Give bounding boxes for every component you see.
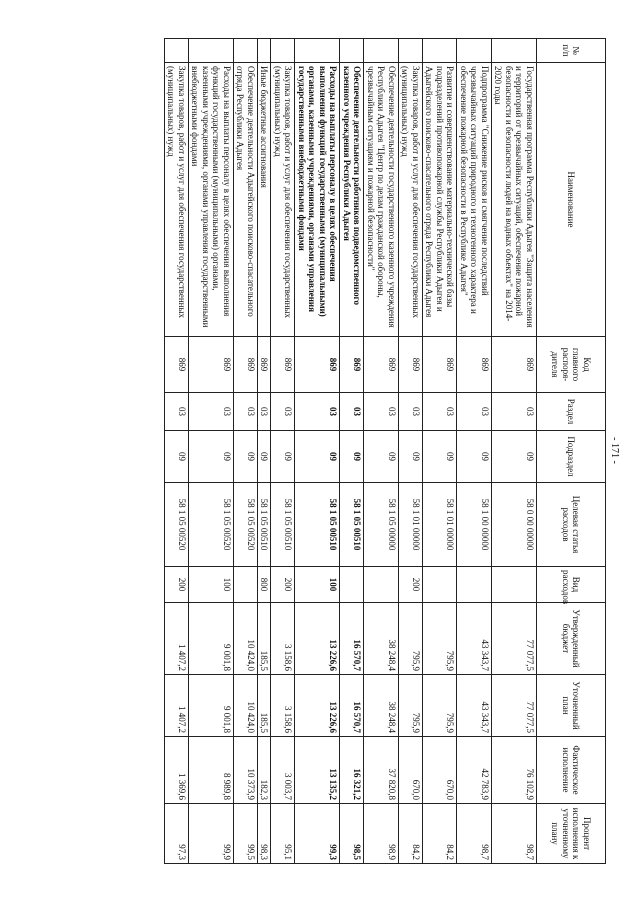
cell-actual-execution: 76 102,9 bbox=[492, 737, 537, 804]
rotated-page bbox=[35, 38, 620, 863]
cell-num bbox=[165, 39, 189, 63]
table-row bbox=[340, 39, 364, 864]
cell-refined-plan: 43 343,7 bbox=[457, 675, 492, 737]
header-subsection: Подраздел bbox=[537, 431, 606, 483]
cell-execution-percent: 95,1 bbox=[271, 804, 295, 864]
cell-admin-code: 869 bbox=[457, 337, 492, 393]
cell-section: 03 bbox=[423, 393, 458, 431]
cell-expense-type: 200 bbox=[165, 567, 189, 603]
cell-execution-percent: 98,7 bbox=[457, 804, 492, 864]
cell-execution-percent: 98,9 bbox=[364, 804, 399, 864]
cell-actual-execution: 670,0 bbox=[399, 737, 423, 804]
cell-approved-budget: 1 407,2 bbox=[165, 603, 189, 675]
cell-subsection: 09 bbox=[234, 431, 258, 483]
cell-section: 03 bbox=[271, 393, 295, 431]
cell-subsection: 09 bbox=[423, 431, 458, 483]
cell-approved-budget: 795,9 bbox=[399, 603, 423, 675]
cell-approved-budget: 13 226,6 bbox=[295, 603, 340, 675]
cell-execution-percent: 97,3 bbox=[165, 804, 189, 864]
cell-name: Расходы на выплаты персоналу в целях обеспечения выполнения функций государственными (муниципальными) органами, казенными учреждениями, органами управления государственными внебюджетными фондами bbox=[295, 63, 340, 337]
cell-subsection: 09 bbox=[457, 431, 492, 483]
header-admin-code: Код главного распоря-дителя bbox=[537, 337, 606, 393]
cell-actual-execution: 16 321,2 bbox=[340, 737, 364, 804]
cell-expense-type: 200 bbox=[271, 567, 295, 603]
cell-num bbox=[399, 39, 423, 63]
cell-admin-code: 869 bbox=[189, 337, 234, 393]
cell-approved-budget: 3 158,6 bbox=[271, 603, 295, 675]
cell-admin-code: 869 bbox=[295, 337, 340, 393]
cell-num bbox=[340, 39, 364, 63]
cell-subsection: 09 bbox=[399, 431, 423, 483]
cell-name: Государственная программа Республики Адыгея "Защита населения и территорий от чрезвычайных ситуаций, обеспечение пожарной безопасности и безопасности людей на водных объектах" на 2014-2020 годы bbox=[492, 63, 537, 337]
cell-actual-execution: 3 003,7 bbox=[271, 737, 295, 804]
cell-section: 03 bbox=[189, 393, 234, 431]
cell-actual-execution: 37 820,8 bbox=[364, 737, 399, 804]
header-expense-type: Вид расходов bbox=[537, 567, 606, 603]
cell-refined-plan: 1 407,2 bbox=[165, 675, 189, 737]
cell-subsection: 09 bbox=[340, 431, 364, 483]
cell-num bbox=[271, 39, 295, 63]
cell-execution-percent: 99,3 bbox=[295, 804, 340, 864]
table-row bbox=[364, 39, 399, 864]
cell-name: Развитие и совершенствование материально-технической базы подразделений противопожарной службы Республики Адыгея и Адыгейского поисково-спасательного отряда Республики Адыгея bbox=[423, 63, 458, 337]
cell-expense-type: 200 bbox=[399, 567, 423, 603]
cell-refined-plan: 10 424,0 bbox=[234, 675, 258, 737]
cell-refined-plan: 795,9 bbox=[423, 675, 458, 737]
cell-target-article: 58 1 05 00510 bbox=[340, 483, 364, 567]
cell-section: 03 bbox=[399, 393, 423, 431]
cell-target-article: 58 1 05 00520 bbox=[165, 483, 189, 567]
cell-target-article: 58 1 05 00510 bbox=[258, 483, 272, 567]
cell-refined-plan: 38 248,4 bbox=[364, 675, 399, 737]
header-refined-plan: Уточненный план bbox=[537, 675, 606, 737]
cell-subsection: 09 bbox=[271, 431, 295, 483]
cell-actual-execution: 10 373,9 bbox=[234, 737, 258, 804]
cell-target-article: 58 1 05 00520 bbox=[189, 483, 234, 567]
table-row bbox=[423, 39, 458, 864]
cell-actual-execution: 42 783,9 bbox=[457, 737, 492, 804]
cell-execution-percent: 98,7 bbox=[492, 804, 537, 864]
cell-num bbox=[295, 39, 340, 63]
cell-name: Подпрограмма "Снижение рисков и смягчение последствий чрезвычайных ситуаций природного и техногенного характера и обеспечение пожарной безопасности в Республике Адыгея" bbox=[457, 63, 492, 337]
header-section: Раздел bbox=[537, 393, 606, 431]
cell-execution-percent: 84,2 bbox=[399, 804, 423, 864]
cell-name: Иные бюджетные ассигнования bbox=[258, 63, 272, 337]
cell-target-article: 58 1 05 00000 bbox=[364, 483, 399, 567]
table-row bbox=[457, 39, 492, 864]
table-row bbox=[234, 39, 258, 864]
cell-expense-type bbox=[234, 567, 258, 603]
header-actual-execution: Фактическое исполнение bbox=[537, 737, 606, 804]
cell-actual-execution: 670,0 bbox=[423, 737, 458, 804]
cell-subsection: 09 bbox=[295, 431, 340, 483]
cell-name: Закупка товаров, работ и услуг для обеспечения государственных (муниципальных) нужд bbox=[165, 63, 189, 337]
cell-name: Обеспечение деятельности работников подведомственного казенного учреждения Республики Адыгея bbox=[340, 63, 364, 337]
cell-approved-budget: 16 570,7 bbox=[340, 603, 364, 675]
cell-section: 03 bbox=[492, 393, 537, 431]
cell-execution-percent: 99,9 bbox=[189, 804, 234, 864]
cell-refined-plan: 795,9 bbox=[399, 675, 423, 737]
budget-table bbox=[164, 38, 606, 864]
cell-approved-budget: 77 077,5 bbox=[492, 603, 537, 675]
cell-admin-code: 869 bbox=[234, 337, 258, 393]
cell-approved-budget: 185,5 bbox=[258, 603, 272, 675]
cell-subsection: 09 bbox=[258, 431, 272, 483]
table-header-row bbox=[537, 39, 606, 864]
cell-expense-type bbox=[364, 567, 399, 603]
table-row bbox=[399, 39, 423, 864]
cell-name: Расходы на выплаты персоналу в целях обеспечения выполнения функций государственными (муниципальными) органами, казенными учреждениями, органами управления государственными внебюджетными фондами bbox=[189, 63, 234, 337]
cell-execution-percent: 98,3 bbox=[258, 804, 272, 864]
cell-target-article: 58 1 01 00000 bbox=[423, 483, 458, 567]
cell-expense-type: 800 bbox=[258, 567, 272, 603]
cell-num bbox=[423, 39, 458, 63]
cell-expense-type: 100 bbox=[295, 567, 340, 603]
cell-actual-execution: 8 989,8 bbox=[189, 737, 234, 804]
header-target-article: Целевая статья расходов bbox=[537, 483, 606, 567]
cell-refined-plan: 9 001,8 bbox=[189, 675, 234, 737]
cell-section: 03 bbox=[295, 393, 340, 431]
cell-admin-code: 869 bbox=[364, 337, 399, 393]
cell-num bbox=[492, 39, 537, 63]
header-name: Наименование bbox=[537, 63, 606, 337]
cell-admin-code: 869 bbox=[258, 337, 272, 393]
cell-section: 03 bbox=[258, 393, 272, 431]
cell-subsection: 09 bbox=[364, 431, 399, 483]
cell-subsection: 09 bbox=[189, 431, 234, 483]
table-row bbox=[189, 39, 234, 864]
cell-admin-code: 869 bbox=[423, 337, 458, 393]
cell-name: Закупка товаров, работ и услуг для обеспечения государственных (муниципальных) нужд bbox=[271, 63, 295, 337]
cell-target-article: 58 1 01 00000 bbox=[399, 483, 423, 567]
cell-target-article: 58 1 05 00510 bbox=[271, 483, 295, 567]
header-execution-percent: Процент исполнения к уточненному плану bbox=[537, 804, 606, 864]
cell-name: Закупка товаров, работ и услуг для обеспечения государственных (муниципальных) нужд bbox=[399, 63, 423, 337]
cell-admin-code: 869 bbox=[271, 337, 295, 393]
table-row bbox=[271, 39, 295, 864]
cell-expense-type bbox=[423, 567, 458, 603]
cell-target-article: 58 1 05 00510 bbox=[295, 483, 340, 567]
cell-section: 03 bbox=[364, 393, 399, 431]
cell-section: 03 bbox=[165, 393, 189, 431]
cell-target-article: 58 0 00 00000 bbox=[492, 483, 537, 567]
cell-expense-type: 100 bbox=[189, 567, 234, 603]
cell-expense-type bbox=[457, 567, 492, 603]
cell-actual-execution: 182,3 bbox=[258, 737, 272, 804]
cell-refined-plan: 77 077,5 bbox=[492, 675, 537, 737]
cell-target-article: 58 1 00 00000 bbox=[457, 483, 492, 567]
cell-approved-budget: 38 248,4 bbox=[364, 603, 399, 675]
header-num: № п/п bbox=[537, 39, 606, 63]
cell-execution-percent: 98,5 bbox=[340, 804, 364, 864]
cell-admin-code: 869 bbox=[492, 337, 537, 393]
header-approved-budget: Утвержденный бюджет bbox=[537, 603, 606, 675]
cell-subsection: 09 bbox=[165, 431, 189, 483]
table-row bbox=[492, 39, 537, 864]
cell-target-article: 58 1 05 00520 bbox=[234, 483, 258, 567]
cell-actual-execution: 13 135,2 bbox=[295, 737, 340, 804]
cell-section: 03 bbox=[457, 393, 492, 431]
cell-execution-percent: 99,5 bbox=[234, 804, 258, 864]
cell-actual-execution: 1 369,6 bbox=[165, 737, 189, 804]
cell-execution-percent: 84,2 bbox=[423, 804, 458, 864]
cell-num bbox=[364, 39, 399, 63]
cell-num bbox=[457, 39, 492, 63]
cell-name: Обеспечение деятельности Адыгейского поисково-спасательного отряда Республики Адыгея bbox=[234, 63, 258, 337]
cell-section: 03 bbox=[234, 393, 258, 431]
cell-num bbox=[234, 39, 258, 63]
cell-section: 03 bbox=[340, 393, 364, 431]
cell-subsection: 09 bbox=[492, 431, 537, 483]
cell-approved-budget: 10 424,0 bbox=[234, 603, 258, 675]
table-row bbox=[295, 39, 340, 864]
cell-admin-code: 869 bbox=[399, 337, 423, 393]
cell-refined-plan: 3 158,6 bbox=[271, 675, 295, 737]
cell-approved-budget: 795,9 bbox=[423, 603, 458, 675]
cell-refined-plan: 13 226,6 bbox=[295, 675, 340, 737]
cell-expense-type bbox=[340, 567, 364, 603]
page-number: - 171 - bbox=[609, 437, 620, 464]
cell-admin-code: 869 bbox=[340, 337, 364, 393]
cell-refined-plan: 185,5 bbox=[258, 675, 272, 737]
cell-num bbox=[189, 39, 234, 63]
cell-refined-plan: 16 570,7 bbox=[340, 675, 364, 737]
cell-name: Обеспечение деятельности государственного казенного учреждения Республики Адыгея "Центр по делам гражданской обороны, чрезвычайным ситуациям и пожарной безопасности" bbox=[364, 63, 399, 337]
cell-approved-budget: 9 001,8 bbox=[189, 603, 234, 675]
table-row bbox=[165, 39, 189, 864]
cell-num bbox=[258, 39, 272, 63]
table-row bbox=[258, 39, 272, 864]
cell-approved-budget: 43 343,7 bbox=[457, 603, 492, 675]
cell-expense-type bbox=[492, 567, 537, 603]
cell-admin-code: 869 bbox=[165, 337, 189, 393]
